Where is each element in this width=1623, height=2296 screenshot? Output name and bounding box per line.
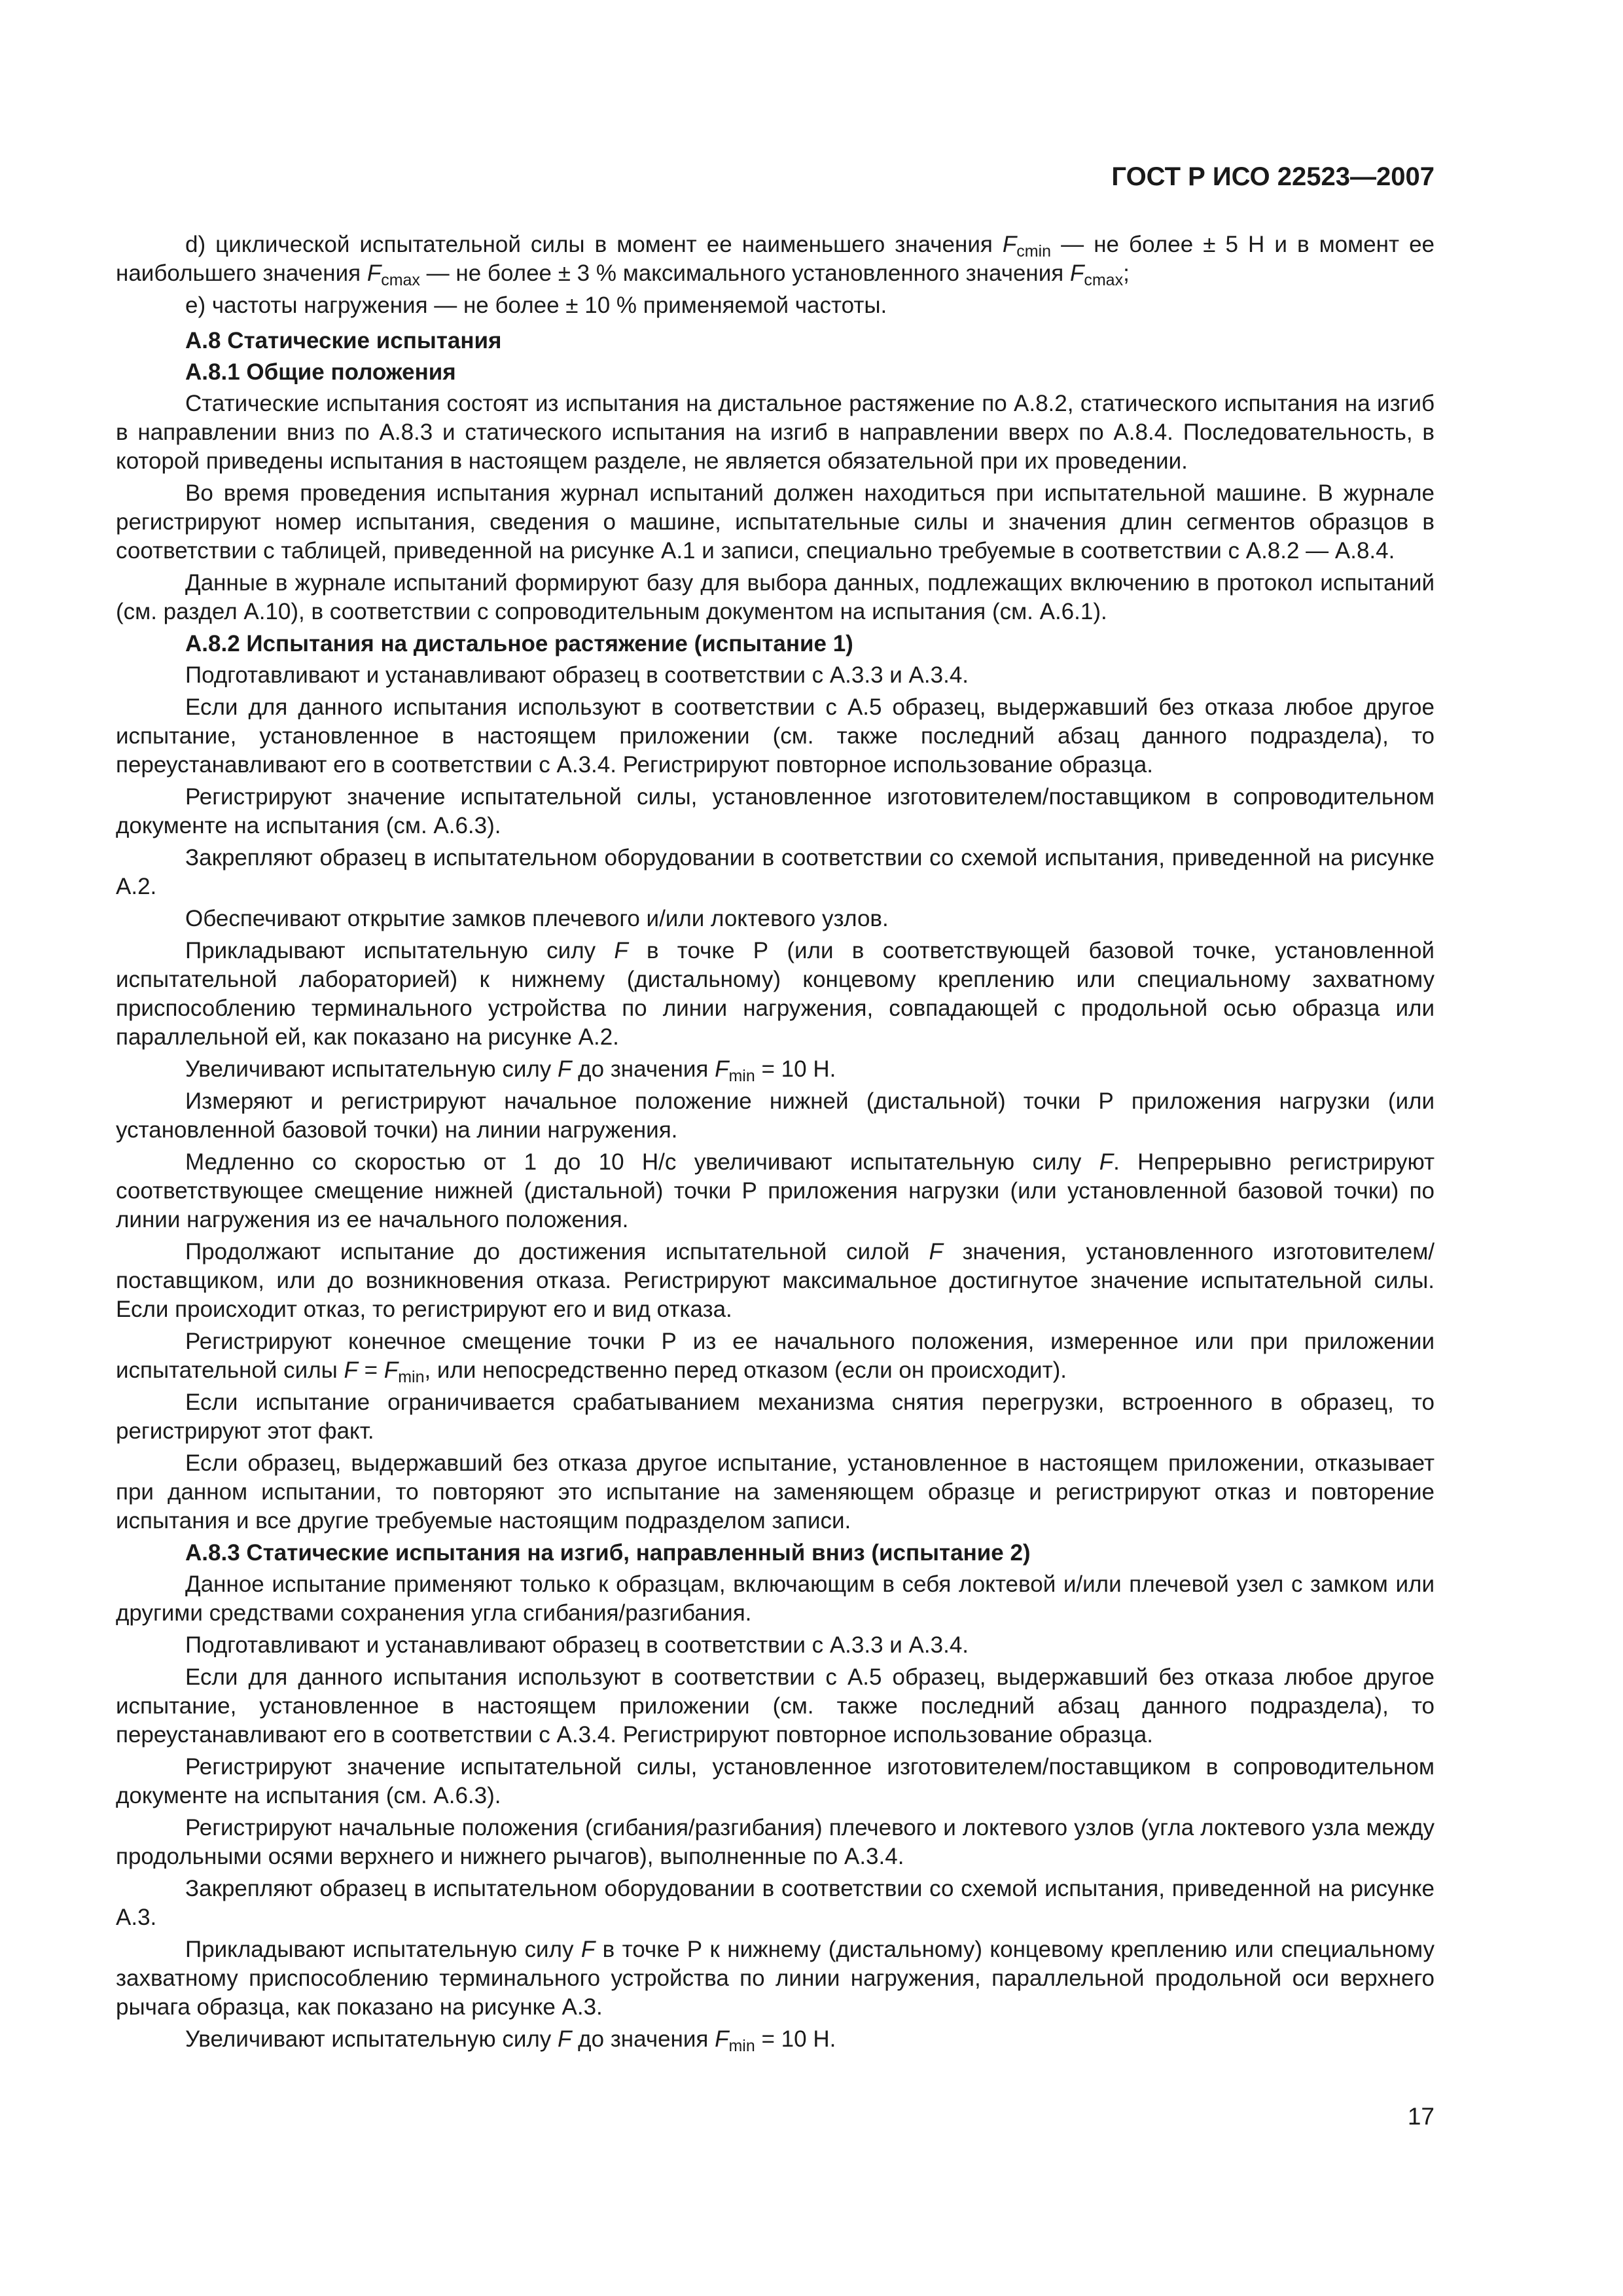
paragraph	[116, 2025, 1435, 2054]
paragraph	[116, 905, 1435, 933]
text-run: Данные в журнале испытаний формируют базу для выбора данных, подлежащих включению в протокол испытаний (см. раздел А.10), в соответствии с сопроводительным документом на испытания (см. А.6.1).	[116, 570, 1435, 624]
paragraph	[116, 1148, 1435, 1234]
text-run: Данное испытание применяют только к образцам, включающим в себя локтевой и/или плечевой узел с замком или другими средствами сохранения угла сгибания/разгибания.	[116, 1571, 1435, 1626]
paragraph	[116, 1388, 1435, 1446]
text-run: =	[357, 1357, 384, 1383]
formula-symbol: F	[715, 2026, 729, 2052]
section-heading	[116, 630, 1435, 658]
subscript: cmax	[1084, 271, 1124, 289]
text-run: Закрепляют образец в испытательном оборудовании в соответствии со схемой испытания, приведенной на рисунке А.3.	[116, 1876, 1435, 1930]
paragraph	[116, 291, 1435, 320]
paragraph	[116, 1570, 1435, 1628]
paragraph	[116, 661, 1435, 690]
formula-symbol: F	[383, 1357, 399, 1383]
text-run: Если для данного испытания используют в соответствии с А.5 образец, выдержавший без отказа любое другое испытание, установленное в настоящем приложении (см. также последний абзац данного подраздела), то переустанавливают его в соответствии с А.3.4. Регистрируют повторное использование образца.	[116, 1664, 1435, 1748]
paragraph	[116, 844, 1435, 901]
formula-symbol: F	[715, 1056, 729, 1082]
text-run: А.8.1 Общие положения	[185, 359, 456, 385]
subscript: min	[728, 1067, 755, 1085]
text-run: Подготавливают и устанавливают образец в соответствии с А.3.3 и А.3.4.	[185, 662, 969, 688]
text-run: Статические испытания состоят из испытания на дистальное растяжение по А.8.2, статического испытания на изгиб в направлении вниз по А.8.3 и статического испытания на изгиб в направлении вверх по А.8.4. Последовательность, в которой приведены испытания в настоящем разделе, не является обязательной при их проведении.	[116, 391, 1435, 474]
text-run: до значения	[571, 2026, 715, 2052]
document-body	[116, 230, 1435, 2057]
text-run: Обеспечивают открытие замков плечевого и/или локтевого узлов.	[185, 906, 889, 931]
paragraph	[116, 569, 1435, 626]
subscript: min	[728, 2037, 755, 2055]
paragraph	[116, 1874, 1435, 1932]
formula-symbol: F	[558, 1056, 572, 1082]
paragraph	[116, 783, 1435, 840]
text-run: е) частоты нагружения — не более ± 10 % применяемой частоты.	[185, 293, 887, 318]
text-run: Закрепляют образец в испытательном оборудовании в соответствии со схемой испытания, приведенной на рисунке А.2.	[116, 845, 1435, 899]
formula-symbol: F	[558, 2026, 572, 2052]
text-run: Если образец, выдержавший без отказа другое испытание, установленное в настоящем приложении, отказывает при данном испытании, то повторяют это испытание на заменяющем образце и регистрируют отказ и повторение испытания и все другие требуемые настоящим подразделом записи.	[116, 1450, 1435, 1534]
paragraph	[116, 1935, 1435, 2022]
text-run: Регистрируют значение испытательной силы, установленное изготовителем/поставщиком в сопроводительном документе на испытания (см. А.6.3).	[116, 1754, 1435, 1808]
text-run: Измеряют и регистрируют начальное положение нижней (дистальной) точки Р приложения нагрузки (или установленной базовой точки) на линии нагружения.	[116, 1088, 1435, 1143]
text-run: Увеличивают испытательную силу	[185, 1056, 558, 1082]
text-run: значения, установленного изготовителем/поставщиком, или до возникновения отказа. Регистрируют максимальное достигнутое значение испытательной силы. Если происходит отказ, то регистрируют его и вид отказа.	[116, 1239, 1435, 1322]
paragraph	[116, 1814, 1435, 1871]
formula-symbol: F	[580, 1937, 596, 1962]
paragraph	[116, 1238, 1435, 1324]
text-run: — не более ± 5 Н и в момент ее наибольшего значения	[116, 232, 1435, 286]
text-run: А.8.3 Статические испытания на изгиб, направленный вниз (испытание 2)	[185, 1540, 1031, 1566]
text-run: . Непрерывно регистрируют соответствующее смещение нижней (дистальной) точки Р приложения нагрузки (или установленной базовой точки) по линии нагружения из ее начального положения.	[116, 1149, 1435, 1232]
text-run: Если для данного испытания используют в соответствии с А.5 образец, выдержавший без отказа любое другое испытание, установленное в настоящем приложении (см. также последний абзац данного подраздела), то переустанавливают его в соответствии с А.3.4. Регистрируют повторное использование образца.	[116, 694, 1435, 778]
paragraph	[116, 1663, 1435, 1749]
paragraph	[116, 1631, 1435, 1660]
text-run: = 10 Н.	[755, 2026, 836, 2052]
text-run: — не более ± 3 % максимального установленного значения	[419, 260, 1070, 286]
text-run: Медленно со скоростью от 1 до 10 Н/с увеличивают испытательную силу	[185, 1149, 1099, 1175]
paragraph	[116, 479, 1435, 565]
section-heading	[116, 1539, 1435, 1568]
subscript: min	[398, 1368, 425, 1386]
text-run: Регистрируют значение испытательной силы, установленное изготовителем/поставщиком в сопроводительном документе на испытания (см. А.6.3).	[116, 784, 1435, 838]
paragraph	[116, 1055, 1435, 1084]
text-run: Регистрируют начальные положения (сгибания/разгибания) плечевого и локтевого узлов (угла локтевого узла между продольными осями верхнего и нижнего рычагов), выполненные по А.3.4.	[116, 1815, 1435, 1869]
formula-symbol: F	[1002, 232, 1017, 257]
formula-symbol: F	[929, 1239, 943, 1265]
formula-symbol: F	[344, 1357, 358, 1383]
text-run: = 10 Н.	[755, 1056, 836, 1082]
text-run: Подготавливают и устанавливают образец в соответствии с А.3.3 и А.3.4.	[185, 1632, 969, 1658]
section-heading	[116, 358, 1435, 387]
text-run: в точке Р к нижнему (дистальному) концевому креплению или специальному захватному приспособлению терминального устройства по линии нагружения, параллельной продольной оси верхнего рычага образца, как показано на рисунке А.3.	[116, 1937, 1435, 2020]
formula-symbol: F	[366, 260, 382, 286]
text-run: Прикладывают испытательную силу	[185, 938, 615, 963]
document-page	[116, 0, 1435, 2296]
paragraph	[116, 1087, 1435, 1145]
text-run: Продолжают испытание до достижения испытательной силой	[185, 1239, 929, 1265]
paragraph	[116, 1449, 1435, 1535]
subscript: cmax	[381, 271, 420, 289]
paragraph	[116, 230, 1435, 288]
paragraph	[116, 389, 1435, 476]
paragraph	[116, 1753, 1435, 1810]
text-run: Во время проведения испытания журнал испытаний должен находиться при испытательной машине. В журнале регистрируют номер испытания, сведения о машине, испытательные силы и значения длин сегментов образцов в соответствии с таблицей, приведенной на рисунке А.1 и записи, специально требуемые в соответствии с А.8.2 — А.8.4.	[116, 480, 1435, 564]
page-number: 17	[1407, 2103, 1435, 2130]
paragraph	[116, 1327, 1435, 1385]
text-run: Если испытание ограничивается срабатыванием механизма снятия перегрузки, встроенного в образец, то регистрируют этот факт.	[116, 1390, 1435, 1444]
text-run: d) циклической испытательной силы в момент ее наименьшего значения	[185, 232, 1003, 257]
text-run: , или непосредственно перед отказом (если он происходит).	[424, 1357, 1067, 1383]
text-run: Прикладывают испытательную силу	[185, 1937, 581, 1962]
formula-symbol: F	[614, 938, 628, 963]
paragraph	[116, 693, 1435, 780]
text-run: ;	[1123, 260, 1130, 286]
subscript: cmin	[1016, 242, 1052, 260]
text-run: до значения	[571, 1056, 715, 1082]
text-run: в точке Р (или в соответствующей базовой точке, установленной испытательной лабораторией) к нижнему (дистальному) концевому креплению или специальному захватному приспособлению терминального устройства по линии нагружения, совпадающей с продольной осью образца или параллельной ей, как показано на рисунке А.2.	[116, 938, 1435, 1050]
formula-symbol: F	[1099, 1149, 1114, 1175]
text-run: А.8 Статические испытания	[185, 328, 502, 353]
paragraph	[116, 937, 1435, 1052]
section-heading	[116, 327, 1435, 355]
formula-symbol: F	[1069, 260, 1084, 286]
text-run: Регистрируют конечное смещение точки Р из ее начального положения, измеренное или при приложении испытательной силы	[116, 1329, 1435, 1383]
document-code-header: ГОСТ Р ИСО 22523—2007	[1111, 162, 1435, 191]
text-run: А.8.2 Испытания на дистальное растяжение (испытание 1)	[185, 631, 853, 656]
text-run: Увеличивают испытательную силу	[185, 2026, 558, 2052]
